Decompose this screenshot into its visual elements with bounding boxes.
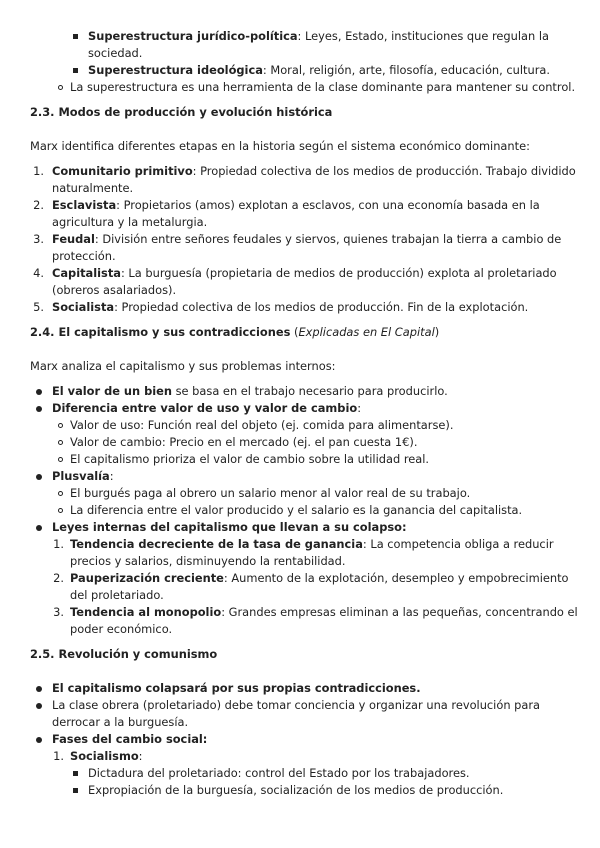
list-item: La clase obrera (proletariado) debe tomar conciencia y organizar una revolución para [30, 697, 570, 714]
list-item: Plusvalía: [30, 468, 570, 485]
square-bullet-icon [73, 34, 78, 39]
list-item-continuation: poder económico. [70, 622, 173, 636]
sub-list-item: 2. Pauperización creciente: Aumento de la explotación, desempleo y empobrecimiento [53, 571, 569, 585]
square-bullet-icon [73, 788, 78, 793]
list-item: El valor de un bien se basa en el trabajo necesario para producirlo. [30, 383, 570, 400]
section-intro: Marx analiza el capitalismo y sus problemas internos: [30, 359, 336, 373]
list-item-continuation: protección. [52, 249, 116, 263]
dot-bullet-icon [36, 474, 42, 480]
sub-list-item: El capitalismo prioriza el valor de cambio sobre la utilidad real. [30, 451, 570, 468]
sub-list-item: Valor de cambio: Precio en el mercado (ej. el pan cuesta 1€). [30, 434, 570, 451]
circle-bullet-icon [58, 85, 63, 90]
list-item-continuation: precios y salarios, disminuyendo la rentabilidad. [70, 554, 346, 568]
list-item: Superestructura ideológica: Moral, religión, arte, filosofía, educación, cultura. [30, 62, 570, 79]
circle-bullet-icon [58, 423, 63, 428]
list-item: Diferencia entre valor de uso y valor de cambio: [30, 400, 570, 417]
dot-bullet-icon [36, 406, 42, 412]
square-bullet-icon [73, 771, 78, 776]
sub-list-item: Valor de uso: Función real del objeto (ej. comida para alimentarse). [30, 417, 570, 434]
list-item-continuation: derrocar a la burguesía. [52, 715, 189, 729]
list-item-continuation: (obreros asalariados). [52, 283, 177, 297]
sub-sub-list-item: Dictadura del proletariado: control del Estado por los trabajadores. [30, 765, 570, 782]
list-item: La superestructura es una herramienta de la clase dominante para mantener su control. [30, 79, 570, 96]
section-heading-2-5: 2.5. Revolución y comunismo [30, 647, 218, 661]
sub-list-item: 3. Tendencia al monopolio: Grandes empresas eliminan a las pequeñas, concentrando el [53, 605, 578, 619]
dot-bullet-icon [36, 737, 42, 743]
circle-bullet-icon [58, 508, 63, 513]
list-item: 4. Capitalista: La burguesía (propietaria de medios de producción) explota al proletariado [33, 266, 557, 280]
section-intro: Marx identifica diferentes etapas en la historia según el sistema económico dominante: [30, 139, 530, 153]
sub-list-item: La diferencia entre el valor producido y el salario es la ganancia del capitalista. [30, 502, 570, 519]
section-heading-2-3: 2.3. Modos de producción y evolución histórica [30, 105, 333, 119]
dot-bullet-icon [36, 525, 42, 531]
document-page [30, 28, 578, 799]
circle-bullet-icon [58, 491, 63, 496]
list-item-continuation: del proletariado. [70, 588, 164, 602]
section-heading-2-4: 2.4. El capitalismo y sus contradicciones (Explicadas en El Capital) [30, 325, 440, 339]
list-item: Leyes internas del capitalismo que llevan a su colapso: [30, 519, 570, 536]
sub-list-item: 1. Tendencia decreciente de la tasa de ganancia: La competencia obliga a reducir [53, 537, 554, 551]
sub-sub-list-item: Expropiación de la burguesía, socialización de los medios de producción. [30, 782, 570, 799]
list-item-continuation: agricultura y la metalurgia. [52, 215, 208, 229]
circle-bullet-icon [58, 440, 63, 445]
square-bullet-icon [73, 68, 78, 73]
list-item: 1. Comunitario primitivo: Propiedad colectiva de los medios de producción. Trabajo dividido [33, 164, 576, 178]
ordered-list-modes [30, 163, 576, 316]
sub-list-item: El burgués paga al obrero un salario menor al valor real de su trabajo. [30, 485, 570, 502]
list-item-continuation: naturalmente. [52, 181, 134, 195]
dot-bullet-icon [36, 686, 42, 692]
list-item: 5. Socialista: Propiedad colectiva de los medios de producción. Fin de la explotación. [33, 300, 529, 314]
list-item: Superestructura jurídico-política: Leyes, Estado, instituciones que regulan la [30, 28, 570, 45]
dot-bullet-icon [36, 389, 42, 395]
list-item: 2. Esclavista: Propietarios (amos) explotan a esclavos, con una economía basada en la [33, 198, 540, 212]
circle-bullet-icon [58, 457, 63, 462]
sub-list-item: 1. Socialismo: [53, 749, 143, 763]
dot-bullet-icon [36, 703, 42, 709]
list-item: Fases del cambio social: [30, 731, 570, 748]
list-item-continuation: sociedad. [88, 46, 143, 60]
list-item: El capitalismo colapsará por sus propias contradicciones. [30, 680, 570, 697]
list-item: 3. Feudal: División entre señores feudales y siervos, quienes trabajan la tierra a cambio de [33, 232, 562, 246]
